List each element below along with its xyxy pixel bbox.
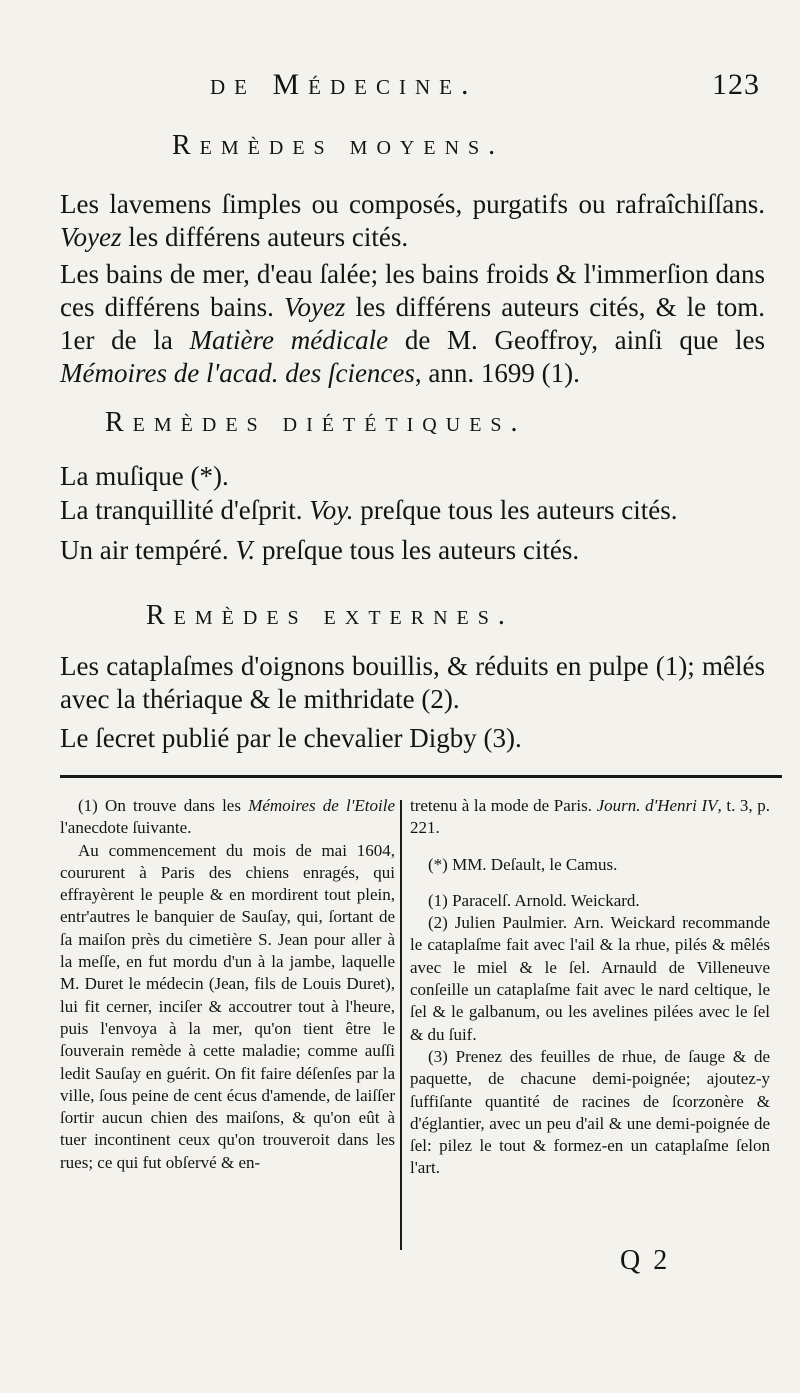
- column-divider: [400, 800, 402, 1250]
- paragraph-bains: Les bains de mer, d'eau ſalée; les bains froids & l'immerſion dans ces différens bains. Voyez les différens auteurs cités, & le tom. 1er de la Matière médicale de M. Geoffroy, ainſi que les Mémoires de l'acad. des ſciences, ann. 1699 (1).: [60, 259, 765, 388]
- footnote-1-anecdote: Au commencement du mois de mai 1604, coururent à Paris des chiens enragés, qui effrayèrent le peuple & en mordirent tout plein, entr'autres le banquier de Sauſay, qui, ſortant de ſa maiſon près du cimetière S. Jean pour aller à la meſſe, en fut mordu d'un à la jambe, laquelle M. Duret le médecin (Jean, fils de Louis Duret), lui fit cerner, inciſer & accoutrer tout à l'heure, puis l'envoya à la mer, qu'on tient être le ſouverain remède à cette maladie; comme auſſi ledit Sauſay en guérit. On fit faire déſenſes par la ville, ſous peine de cent écus d'amende, de laiſſer ſortir aucun chien des maiſons, & qu'on eût à tuer incontinent ceux qu'on trouveroit dans les rues; ce qui fut obſervé & en-: [60, 840, 395, 1172]
- page-number: 123: [712, 68, 760, 101]
- signature-mark: Q 2: [620, 1245, 671, 1276]
- footnote-ext-3: (3) Prenez des feuilles de rhue, de ſauge & de paquette, de chacune demi-poignée; ajoutez-y ſuffiſante quantité de racines de ſcorzonère & d'églantier, avec un peu d'ail & une demi-poignée de ſel: pilez le tout & formez-en un cataplaſme ſelon l'art.: [410, 1046, 770, 1178]
- heading-remedes-dietetiques: Remèdes diététiques.: [105, 407, 527, 438]
- footnotes: [60, 795, 772, 1260]
- footnote-rule: [60, 775, 782, 778]
- footnote-star: (*) MM. Deſault, le Camus.: [428, 854, 618, 874]
- footnote-column-left: [60, 795, 395, 1174]
- heading-remedes-moyens: Remèdes moyens.: [172, 130, 505, 161]
- paragraph-air-tempere: Un air tempéré. V. preſque tous les auteurs cités.: [60, 535, 580, 565]
- footnote-1-continuation: tretenu à la mode de Paris. Journ. d'Henri IV, t. 3, p. 221.: [410, 796, 770, 838]
- footnote-ext-2: (2) Julien Paulmier. Arn. Weickard recommande le cataplaſme fait avec l'ail & la rhue, pilés & mêlés avec le miel & le ſel. Arnauld de Villeneuve conſeille un cataplaſme fait avec le nard celtique, le ſel & le galbanum, ou les avelines pilées avec le ſel & du ſuif.: [410, 913, 770, 1044]
- footnote-ext-1: (1) Paracelſ. Arnold. Weickard.: [428, 890, 640, 910]
- running-head: [210, 68, 770, 108]
- paragraph-cataplasmes: Les cataplaſmes d'oignons bouillis, & réduits en pulpe (1); mêlés avec la thériaque & le mithridate (2).: [60, 651, 765, 714]
- footnote-1-intro: (1) On trouve dans les Mémoires de l'Etoile l'anecdote ſuivante.: [60, 796, 396, 838]
- paragraph-lavemens: Les lavemens ſimples ou composés, purgatifs ou rafraîchiſſans. Voyez les différens auteurs cités.: [60, 189, 765, 252]
- running-head-title: de Médecine.: [210, 68, 478, 101]
- footnote-column-right: [410, 795, 770, 1180]
- paragraph-musique: La muſique (*).: [60, 461, 229, 491]
- heading-remedes-externes: Remèdes externes.: [146, 600, 514, 631]
- paragraph-secret-digby: Le ſecret publié par le chevalier Digby (3).: [60, 723, 522, 753]
- paragraph-tranquillite: La tranquillité d'eſprit. Voy. preſque tous les auteurs cités.: [60, 495, 678, 525]
